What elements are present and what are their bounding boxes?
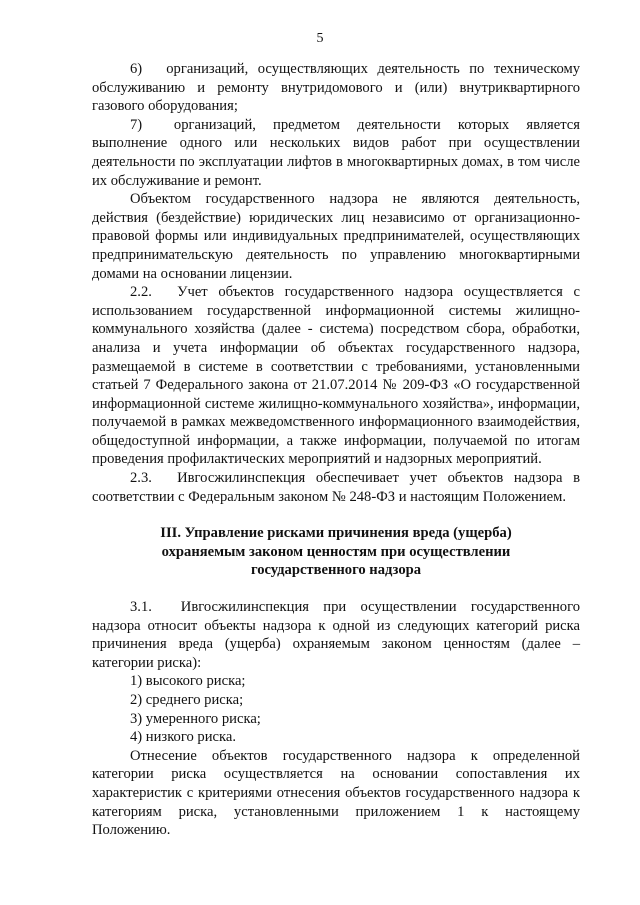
section-heading	[92, 524, 580, 580]
paragraph-item-6: 6) организаций, осуществляющих деятельность по техническому обслуживанию и ремонту внутридомового и (или) внутриквартирного газового оборудования;	[92, 61, 580, 115]
list-item: 2) среднего риска;	[130, 692, 244, 708]
paragraph-not-objects: Объектом государственного надзора не являются деятельность, действия (бездействие) юридических лиц независимо от организационно-правовой формы или индивидуальных предпринимателей, осуществляющих предпринимательскую деятельность по управлению многоквартирными домами на основании лицензии.	[92, 191, 580, 282]
list-item: 4) низкого риска.	[130, 729, 236, 746]
paragraph-3-1: 3.1. Ивгосжилинспекция при осуществлении государственного надзора относит объекты надзора к одной из следующих категорий риска причинения вреда (ущерба) охраняемым законом ценностям (далее – категории риска):	[92, 599, 580, 671]
section-heading-line-1: III. Управление рисками причинения вреда (ущерба)	[160, 525, 512, 542]
page-number: 5	[316, 31, 324, 46]
section-heading-line-3: государственного надзора	[250, 562, 422, 579]
list-item: 3) умеренного риска;	[130, 710, 261, 727]
list-item: 1) высокого риска;	[130, 673, 246, 690]
document-body	[92, 60, 580, 840]
section-heading-line-2: охраняемым законом ценностям при осуществлении	[161, 543, 511, 560]
paragraph-2-2: 2.2. Учет объектов государственного надзора осуществляется с использованием государственной информационной системы жилищно-коммунального хозяйства (далее - система) посредством сбора, обработки, анализа и учета информации об объектах государственного надзора, размещаемой в системе в соответствии с требованиями, установленными статьей 7 Федерального закона от 21.07.2014 № 209-ФЗ «О государственной информационной системе жилищно-коммунального хозяйства», информации, получаемой в рамках межведомственного информационного взаимодействия, общедоступной информации, а также информации, получаемой по итогам проведения профилактических мероприятий и надзорных мероприятий.	[92, 284, 580, 468]
paragraph-2-3: 2.3. Ивгосжилинспекция обеспечивает учет объектов надзора в соответствии с Федеральным законом № 248-ФЗ и настоящим Положением.	[92, 470, 580, 505]
risk-category-list	[92, 672, 580, 746]
paragraph-item-7: 7) организаций, предметом деятельности которых является выполнение одного или нескольких видов работ при осуществлении деятельности по эксплуатации лифтов в многоквартирных домах, в том числе их обслуживание и ремонт.	[92, 116, 580, 189]
paragraph-risk-assignment: Отнесение объектов государственного надзора к определенной категории риска осуществляется на основании сопоставления их характеристик с критериями отнесения объектов государственного надзора к категориям риска, установленными приложением 1 к настоящему Положению.	[92, 747, 580, 839]
